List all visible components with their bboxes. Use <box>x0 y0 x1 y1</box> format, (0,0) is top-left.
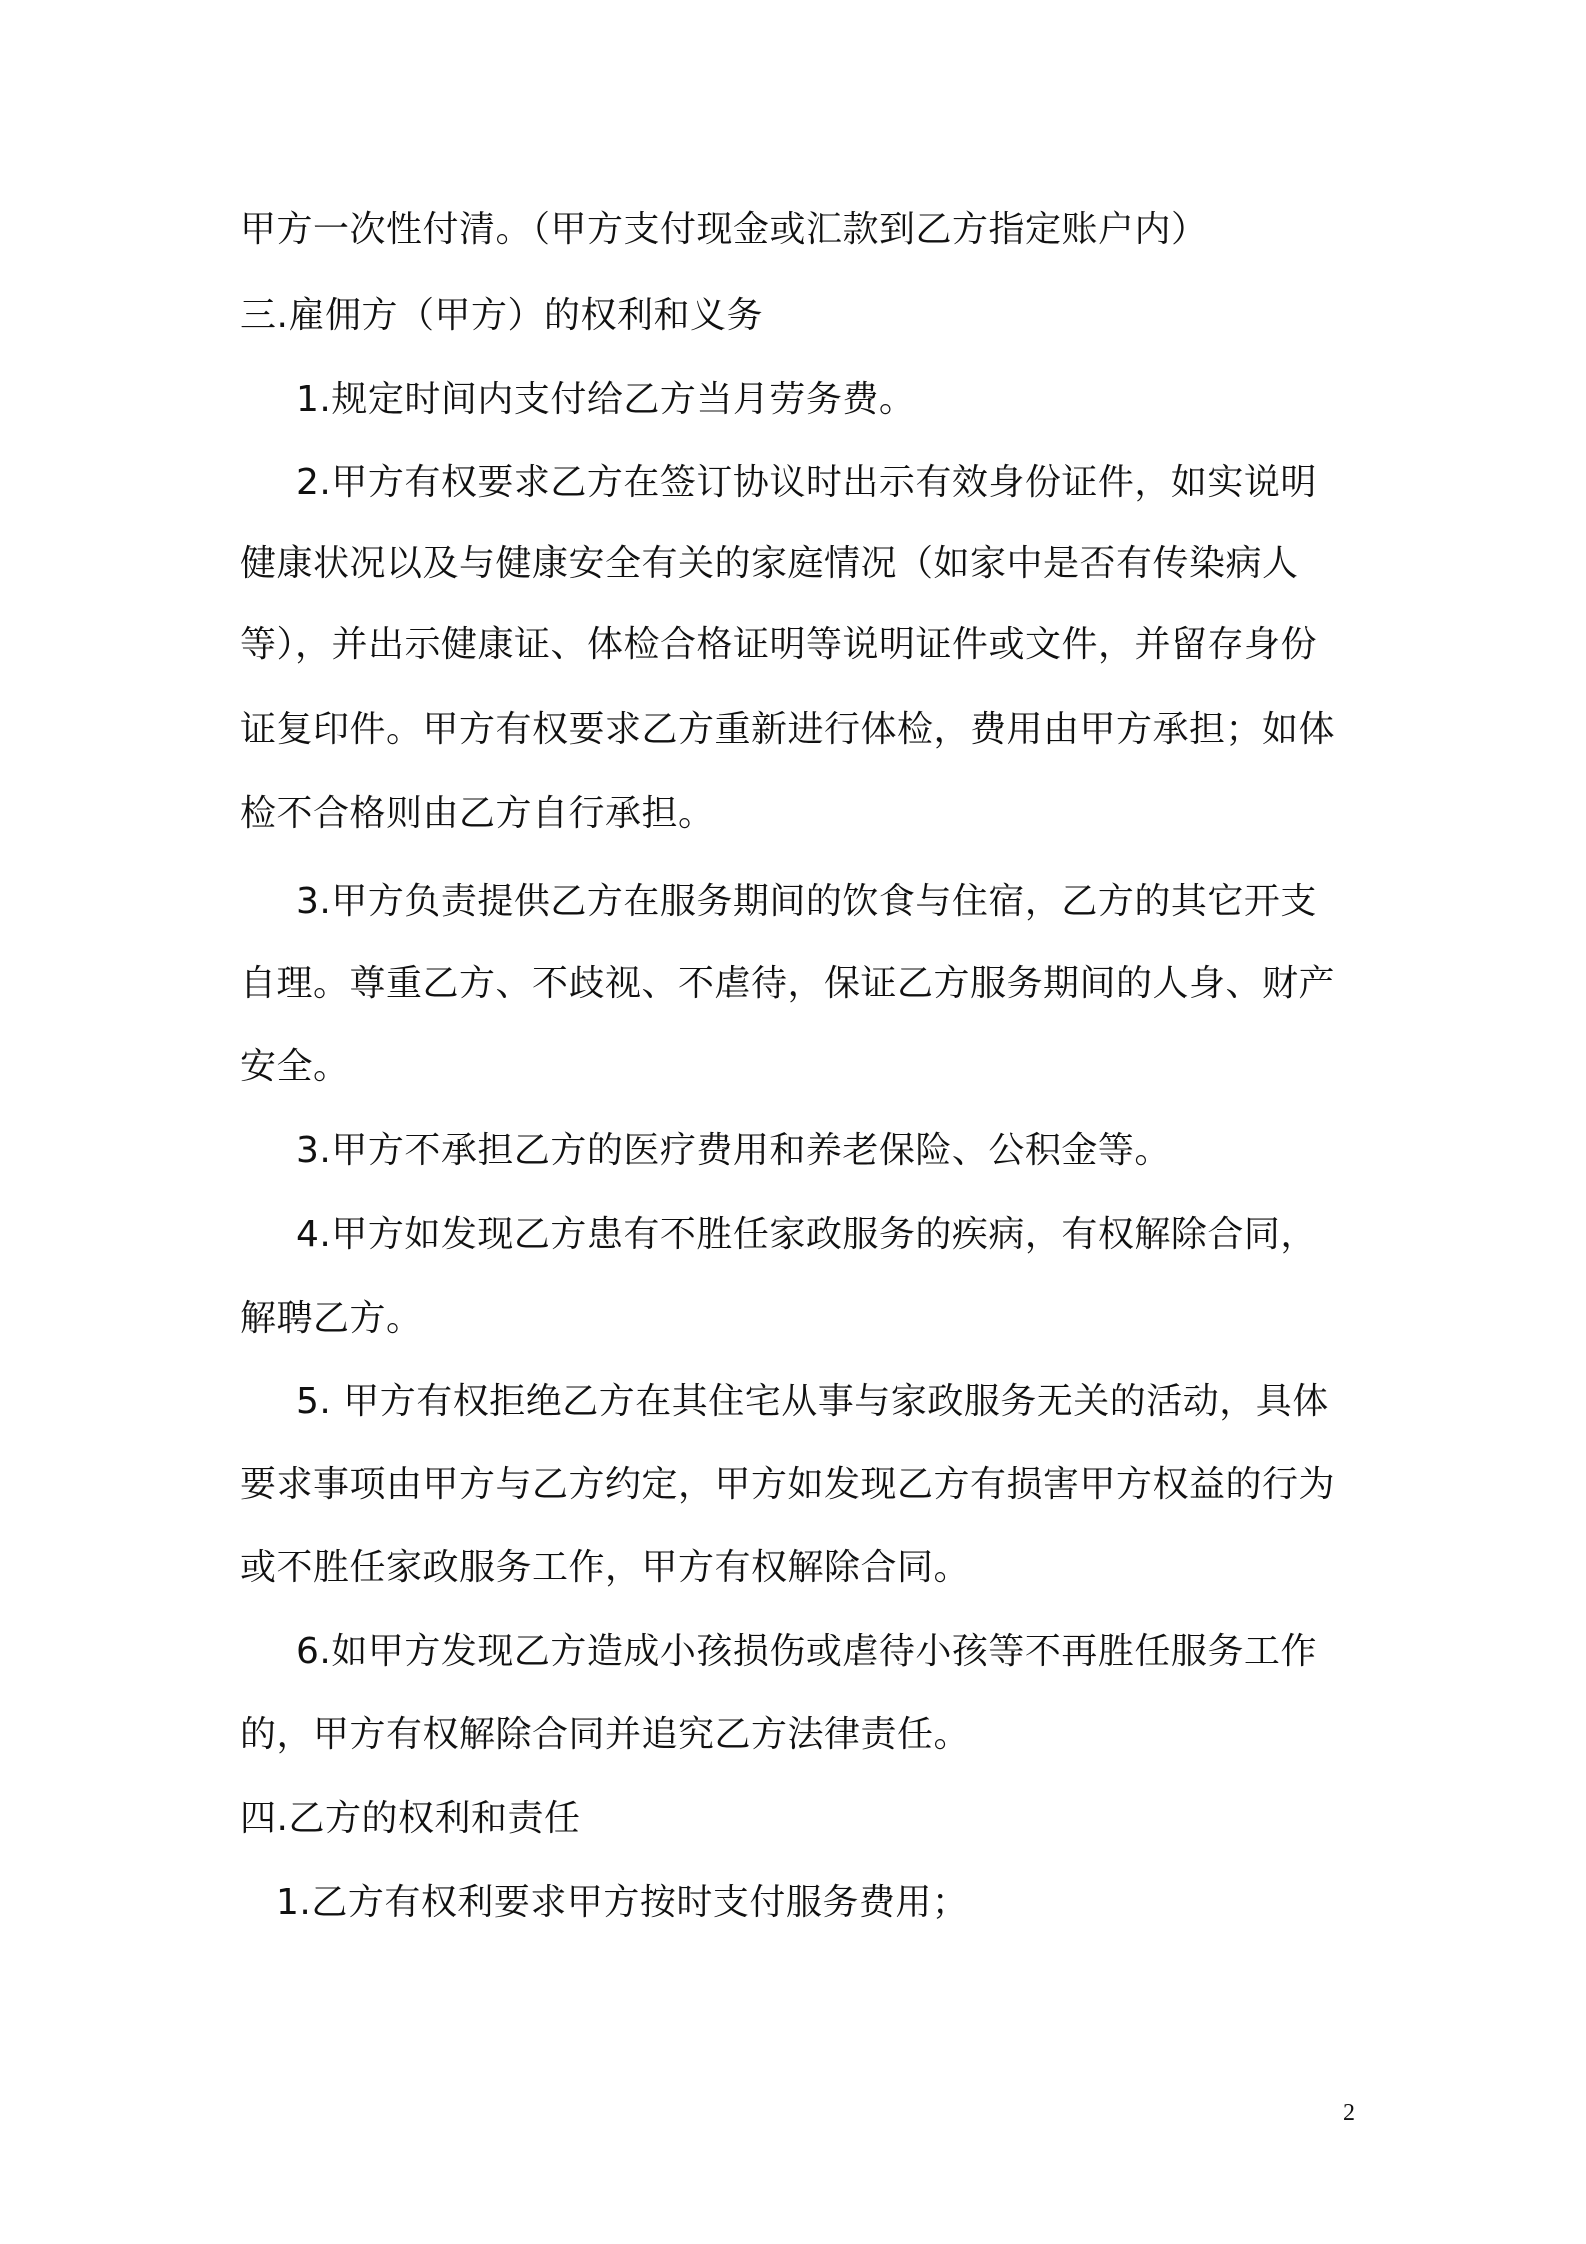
text-line: 健康状况以及与健康安全有关的家庭情况（如家中是否有传染病人 <box>240 543 1299 584</box>
text-line: 安全。 <box>240 1046 350 1087</box>
page-number: 2 <box>1343 2100 1355 2126</box>
text-line: 解聘乙方。 <box>240 1298 423 1339</box>
section-heading: 四.乙方的权利和责任 <box>240 1798 581 1839</box>
text-line: 或不胜任家政服务工作，甲方有权解除合同。 <box>240 1547 971 1588</box>
text-line: 6.如甲方发现乙方造成小孩损伤或虐待小孩等不再胜任服务工作 <box>296 1631 1317 1672</box>
text-line: 要求事项由甲方与乙方约定，甲方如发现乙方有损害甲方权益的行为 <box>240 1464 1336 1505</box>
text-line: 甲方一次性付清。（甲方支付现金或汇款到乙方指定账户内） <box>240 209 1208 250</box>
text-line: 3.甲方不承担乙方的医疗费用和养老保险、公积金等。 <box>296 1130 1171 1171</box>
section-heading: 三.雇佣方（甲方）的权利和义务 <box>240 295 763 336</box>
text-line: 等），并出示健康证、体检合格证明等说明证件或文件，并留存身份 <box>240 624 1318 665</box>
text-line: 5. 甲方有权拒绝乙方在其住宅从事与家政服务无关的活动，具体 <box>296 1381 1329 1422</box>
text-line: 证复印件。甲方有权要求乙方重新进行体检，费用由甲方承担；如体 <box>240 709 1336 750</box>
text-line: 1.乙方有权利要求甲方按时支付服务费用； <box>276 1882 969 1923</box>
text-line: 2.甲方有权要求乙方在签订协议时出示有效身份证件，如实说明 <box>296 462 1317 503</box>
text-line: 自理。尊重乙方、不歧视、不虐待，保证乙方服务期间的人身、财产 <box>240 963 1336 1004</box>
text-line: 检不合格则由乙方自行承担。 <box>240 793 715 834</box>
text-line: 4.甲方如发现乙方患有不胜任家政服务的疾病，有权解除合同， <box>296 1214 1317 1255</box>
text-line: 1.规定时间内支付给乙方当月劳务费。 <box>296 379 916 420</box>
text-line: 的，甲方有权解除合同并追究乙方法律责任。 <box>240 1714 971 1755</box>
text-line: 3.甲方负责提供乙方在服务期间的饮食与住宿，乙方的其它开支 <box>296 881 1317 922</box>
